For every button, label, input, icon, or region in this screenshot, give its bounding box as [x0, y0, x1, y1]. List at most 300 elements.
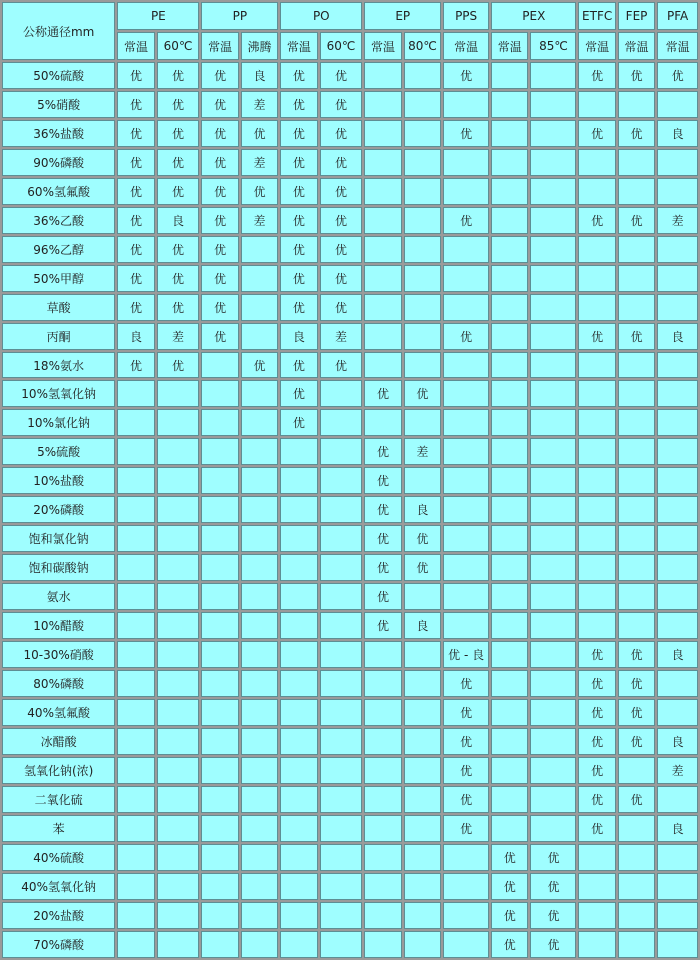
rating-cell: 良 — [657, 728, 698, 755]
rating-cell — [657, 670, 698, 697]
rating-cell — [157, 902, 200, 929]
rating-cell — [404, 323, 441, 350]
rating-cell — [404, 352, 441, 379]
rating-cell — [117, 583, 154, 610]
rating-cell: 优 — [530, 873, 576, 900]
condition-header: 60℃ — [320, 32, 363, 60]
rating-cell — [280, 496, 317, 523]
rating-cell — [364, 294, 401, 321]
rating-cell: 优 — [364, 496, 401, 523]
rating-cell — [320, 844, 363, 871]
rating-cell — [117, 902, 154, 929]
rating-cell: 优 — [201, 294, 238, 321]
rating-cell — [404, 149, 441, 176]
rating-cell — [657, 844, 698, 871]
rating-cell — [117, 757, 154, 784]
rating-cell: 优 — [117, 120, 154, 147]
rating-cell — [443, 409, 489, 436]
table-row — [2, 323, 698, 350]
rating-cell: 优 — [201, 91, 238, 118]
rating-cell — [201, 525, 238, 552]
rating-cell — [618, 496, 655, 523]
rating-cell — [530, 815, 576, 842]
rating-cell: 优 — [404, 554, 441, 581]
chemical-label: 10%氯化钠 — [2, 409, 115, 436]
rating-cell — [618, 554, 655, 581]
rating-cell — [443, 873, 489, 900]
rating-cell: 优 — [618, 207, 655, 234]
rating-cell — [117, 815, 154, 842]
rating-cell — [491, 178, 528, 205]
rating-cell — [443, 496, 489, 523]
table-row — [2, 352, 698, 379]
chemical-label: 草酸 — [2, 294, 115, 321]
rating-cell — [117, 873, 154, 900]
rating-cell: 差 — [241, 149, 278, 176]
rating-cell: 优 — [404, 380, 441, 407]
rating-cell — [201, 352, 238, 379]
rating-cell: 优 — [618, 641, 655, 668]
rating-cell — [320, 467, 363, 494]
chemical-label: 96%乙醇 — [2, 236, 115, 263]
table-row — [2, 294, 698, 321]
rating-cell — [657, 902, 698, 929]
rating-cell — [241, 380, 278, 407]
rating-cell — [241, 467, 278, 494]
table-row — [2, 902, 698, 929]
rating-cell: 优 — [280, 178, 317, 205]
rating-cell: 优 — [320, 207, 363, 234]
rating-cell: 优 — [443, 815, 489, 842]
rating-cell: 优 — [364, 583, 401, 610]
rating-cell — [157, 525, 200, 552]
chemical-label: 二氧化硫 — [2, 786, 115, 813]
rating-cell — [404, 409, 441, 436]
rating-cell — [578, 380, 615, 407]
rating-cell: 优 — [241, 352, 278, 379]
table-row — [2, 873, 698, 900]
rating-cell — [491, 612, 528, 639]
chemical-label: 氢氧化钠(浓) — [2, 757, 115, 784]
rating-cell — [618, 438, 655, 465]
rating-cell — [241, 641, 278, 668]
rating-cell — [443, 352, 489, 379]
rating-cell — [404, 728, 441, 755]
rating-cell: 优 — [364, 525, 401, 552]
rating-cell — [657, 149, 698, 176]
rating-cell — [201, 496, 238, 523]
rating-cell — [320, 815, 363, 842]
rating-cell — [320, 728, 363, 755]
material-header-etfc: ETFC — [578, 2, 615, 30]
rating-cell: 优 — [491, 902, 528, 929]
chemical-label: 90%磷酸 — [2, 149, 115, 176]
rating-cell — [491, 583, 528, 610]
material-header-pps: PPS — [443, 2, 489, 30]
condition-header: 常温 — [364, 32, 401, 60]
rating-cell: 优 — [241, 178, 278, 205]
table-row — [2, 641, 698, 668]
rating-cell — [201, 757, 238, 784]
rating-cell — [241, 294, 278, 321]
rating-cell: 优 — [320, 91, 363, 118]
rating-cell — [241, 554, 278, 581]
rating-cell — [578, 525, 615, 552]
rating-cell — [443, 844, 489, 871]
rating-cell — [320, 641, 363, 668]
rating-cell: 优 — [280, 236, 317, 263]
rating-cell — [117, 699, 154, 726]
rating-cell: 优 — [280, 149, 317, 176]
rating-cell: 优 — [157, 236, 200, 263]
rating-cell — [657, 583, 698, 610]
rating-cell — [404, 844, 441, 871]
rating-cell — [157, 496, 200, 523]
rating-cell: 优 — [157, 120, 200, 147]
rating-cell: 优 — [320, 149, 363, 176]
rating-cell — [618, 815, 655, 842]
rating-cell — [280, 757, 317, 784]
rating-cell: 优 — [578, 670, 615, 697]
rating-cell — [618, 467, 655, 494]
rating-cell — [201, 380, 238, 407]
chemical-label: 10-30%硝酸 — [2, 641, 115, 668]
rating-cell: 优 — [618, 699, 655, 726]
rating-cell: 优 — [117, 207, 154, 234]
rating-cell — [241, 786, 278, 813]
rating-cell — [443, 178, 489, 205]
rating-cell: 优 — [578, 641, 615, 668]
rating-cell: 优 — [201, 178, 238, 205]
material-header-pfa: PFA — [657, 2, 698, 30]
rating-cell: 优 — [657, 62, 698, 89]
rating-cell — [578, 352, 615, 379]
rating-cell — [530, 409, 576, 436]
rating-cell — [320, 496, 363, 523]
rating-cell — [364, 728, 401, 755]
rating-cell — [657, 554, 698, 581]
rating-cell: 差 — [657, 207, 698, 234]
rating-cell: 优 — [320, 265, 363, 292]
table-row — [2, 583, 698, 610]
table-row — [2, 670, 698, 697]
table-row — [2, 525, 698, 552]
rating-cell — [657, 873, 698, 900]
table-row — [2, 438, 698, 465]
rating-cell: 良 — [404, 612, 441, 639]
rating-cell — [491, 699, 528, 726]
rating-cell: 优 — [443, 62, 489, 89]
rating-cell — [280, 583, 317, 610]
rating-cell — [530, 352, 576, 379]
rating-cell: 优 — [280, 62, 317, 89]
chemical-label: 氨水 — [2, 583, 115, 610]
chemical-label: 20%磷酸 — [2, 496, 115, 523]
table-row — [2, 699, 698, 726]
rating-cell — [364, 352, 401, 379]
rating-cell: 优 — [241, 120, 278, 147]
rating-cell — [530, 612, 576, 639]
chemical-label: 5%硝酸 — [2, 91, 115, 118]
rating-cell — [618, 91, 655, 118]
rating-cell: 优 — [578, 699, 615, 726]
rating-cell — [201, 844, 238, 871]
rating-cell — [320, 612, 363, 639]
rating-cell — [201, 873, 238, 900]
rating-cell — [280, 554, 317, 581]
rating-cell — [618, 409, 655, 436]
rating-cell — [241, 323, 278, 350]
rating-cell: 优 — [280, 409, 317, 436]
rating-cell — [657, 236, 698, 263]
rating-cell: 良 — [657, 641, 698, 668]
rating-cell — [201, 670, 238, 697]
rating-cell — [320, 583, 363, 610]
rating-cell — [618, 583, 655, 610]
rating-cell — [578, 265, 615, 292]
rating-cell: 优 — [320, 62, 363, 89]
rating-cell — [618, 178, 655, 205]
chemical-label: 40%氢氧化钠 — [2, 873, 115, 900]
rating-cell — [241, 496, 278, 523]
rating-cell — [618, 380, 655, 407]
rating-cell — [364, 641, 401, 668]
rating-cell — [618, 265, 655, 292]
rating-cell — [364, 62, 401, 89]
rating-cell: 优 — [201, 265, 238, 292]
rating-cell — [364, 120, 401, 147]
rating-cell — [657, 294, 698, 321]
table-row — [2, 612, 698, 639]
rating-cell — [443, 583, 489, 610]
rating-cell — [618, 236, 655, 263]
rating-cell — [443, 467, 489, 494]
chemical-label: 70%磷酸 — [2, 931, 115, 958]
rating-cell: 优 — [578, 815, 615, 842]
rating-cell — [443, 380, 489, 407]
rating-cell — [404, 178, 441, 205]
table-row — [2, 844, 698, 871]
rating-cell: 优 — [530, 931, 576, 958]
rating-cell — [443, 525, 489, 552]
rating-cell — [404, 815, 441, 842]
rating-cell: 优 — [320, 294, 363, 321]
rating-cell — [280, 467, 317, 494]
rating-cell — [443, 931, 489, 958]
rating-cell: 优 — [201, 120, 238, 147]
rating-cell — [280, 612, 317, 639]
rating-cell: 优 — [491, 844, 528, 871]
rating-cell: 优 — [157, 149, 200, 176]
rating-cell — [320, 438, 363, 465]
rating-cell — [491, 380, 528, 407]
rating-cell — [320, 380, 363, 407]
rating-cell — [618, 612, 655, 639]
table-row — [2, 91, 698, 118]
condition-header: 常温 — [491, 32, 528, 60]
rating-cell — [241, 699, 278, 726]
rating-cell — [491, 207, 528, 234]
rating-cell — [443, 612, 489, 639]
rating-cell — [117, 554, 154, 581]
rating-cell — [657, 496, 698, 523]
rating-cell — [320, 554, 363, 581]
condition-header: 常温 — [280, 32, 317, 60]
material-header-pex: PEX — [491, 2, 576, 30]
rating-cell — [657, 786, 698, 813]
rating-cell — [491, 525, 528, 552]
rating-cell — [201, 583, 238, 610]
rating-cell — [241, 670, 278, 697]
table-row — [2, 815, 698, 842]
rating-cell: 优 — [201, 149, 238, 176]
rating-cell — [280, 931, 317, 958]
rating-cell: 优 — [201, 236, 238, 263]
rating-cell — [157, 728, 200, 755]
rating-cell: 优 — [280, 91, 317, 118]
rating-cell — [117, 467, 154, 494]
rating-cell: 良 — [241, 62, 278, 89]
rating-cell — [241, 525, 278, 552]
rating-cell — [578, 149, 615, 176]
table-row — [2, 554, 698, 581]
rating-cell — [280, 873, 317, 900]
rating-cell — [618, 352, 655, 379]
rating-cell — [364, 265, 401, 292]
chemical-label: 饱和氯化钠 — [2, 525, 115, 552]
rating-cell — [578, 496, 615, 523]
rating-cell: 优 — [618, 786, 655, 813]
rating-cell: 差 — [241, 91, 278, 118]
rating-cell — [530, 323, 576, 350]
rating-cell — [530, 294, 576, 321]
chemical-label: 饱和碳酸钠 — [2, 554, 115, 581]
rating-cell: 优 — [443, 207, 489, 234]
rating-cell — [280, 641, 317, 668]
rating-cell: 优 — [320, 178, 363, 205]
rating-cell — [280, 786, 317, 813]
rating-cell — [404, 120, 441, 147]
rating-cell: 优 — [578, 207, 615, 234]
rating-cell: 差 — [241, 207, 278, 234]
rating-cell — [657, 265, 698, 292]
header-row-materials — [2, 2, 698, 30]
rating-cell: 差 — [157, 323, 200, 350]
material-header-ep: EP — [364, 2, 441, 30]
rating-cell — [117, 612, 154, 639]
rating-cell — [657, 352, 698, 379]
chemical-label: 5%硫酸 — [2, 438, 115, 465]
rating-cell — [241, 873, 278, 900]
rating-cell — [578, 409, 615, 436]
rating-cell — [491, 323, 528, 350]
material-header-pp: PP — [201, 2, 278, 30]
rating-cell — [404, 931, 441, 958]
rating-cell: 差 — [657, 757, 698, 784]
condition-header: 常温 — [443, 32, 489, 60]
rating-cell — [530, 496, 576, 523]
material-header-fep: FEP — [618, 2, 655, 30]
rating-cell — [491, 728, 528, 755]
rating-cell — [241, 815, 278, 842]
rating-cell — [657, 91, 698, 118]
rating-cell — [491, 641, 528, 668]
rating-cell — [241, 438, 278, 465]
rating-cell: 优 — [157, 62, 200, 89]
rating-cell: 优 — [530, 844, 576, 871]
rating-cell — [157, 467, 200, 494]
rating-cell — [404, 236, 441, 263]
rating-cell: 良 — [404, 496, 441, 523]
rating-cell — [618, 844, 655, 871]
rating-cell: 优 — [618, 728, 655, 755]
rating-cell: 优 — [364, 380, 401, 407]
rating-cell — [530, 554, 576, 581]
rating-cell — [530, 236, 576, 263]
rating-cell: 优 — [117, 178, 154, 205]
rating-cell — [578, 467, 615, 494]
table-row — [2, 757, 698, 784]
rating-cell — [618, 525, 655, 552]
rating-cell — [491, 149, 528, 176]
rating-cell — [657, 525, 698, 552]
table-row — [2, 728, 698, 755]
rating-cell: 优 — [491, 873, 528, 900]
rating-cell — [618, 902, 655, 929]
chemical-label: 40%硫酸 — [2, 844, 115, 871]
rating-cell — [443, 236, 489, 263]
rating-cell — [530, 670, 576, 697]
rating-cell — [157, 699, 200, 726]
condition-header: 常温 — [618, 32, 655, 60]
rating-cell — [117, 641, 154, 668]
rating-cell — [404, 757, 441, 784]
rating-cell — [364, 670, 401, 697]
rating-cell: 优 — [578, 786, 615, 813]
rating-cell — [280, 728, 317, 755]
rating-cell: 优 — [443, 323, 489, 350]
rating-cell: 优 — [201, 207, 238, 234]
rating-cell — [530, 757, 576, 784]
rating-cell: 优 — [404, 525, 441, 552]
rating-cell — [364, 757, 401, 784]
condition-header: 60℃ — [157, 32, 200, 60]
rating-cell — [117, 728, 154, 755]
rating-cell — [280, 438, 317, 465]
table-header — [2, 2, 698, 60]
rating-cell — [157, 873, 200, 900]
rating-cell — [491, 786, 528, 813]
rating-cell — [157, 612, 200, 639]
rating-cell: 优 — [578, 62, 615, 89]
rating-cell — [201, 641, 238, 668]
rating-cell: 优 — [117, 91, 154, 118]
rating-cell — [241, 931, 278, 958]
rating-cell — [201, 815, 238, 842]
rating-cell — [404, 670, 441, 697]
rating-cell: 优 — [578, 323, 615, 350]
rating-cell — [578, 91, 615, 118]
rating-cell: 优 — [364, 467, 401, 494]
rating-cell — [364, 149, 401, 176]
chemical-label: 40%氢氟酸 — [2, 699, 115, 726]
rating-cell — [491, 438, 528, 465]
rating-cell — [201, 931, 238, 958]
rating-cell — [491, 91, 528, 118]
rating-cell — [364, 178, 401, 205]
rating-cell: 优 — [280, 265, 317, 292]
rating-cell — [364, 902, 401, 929]
